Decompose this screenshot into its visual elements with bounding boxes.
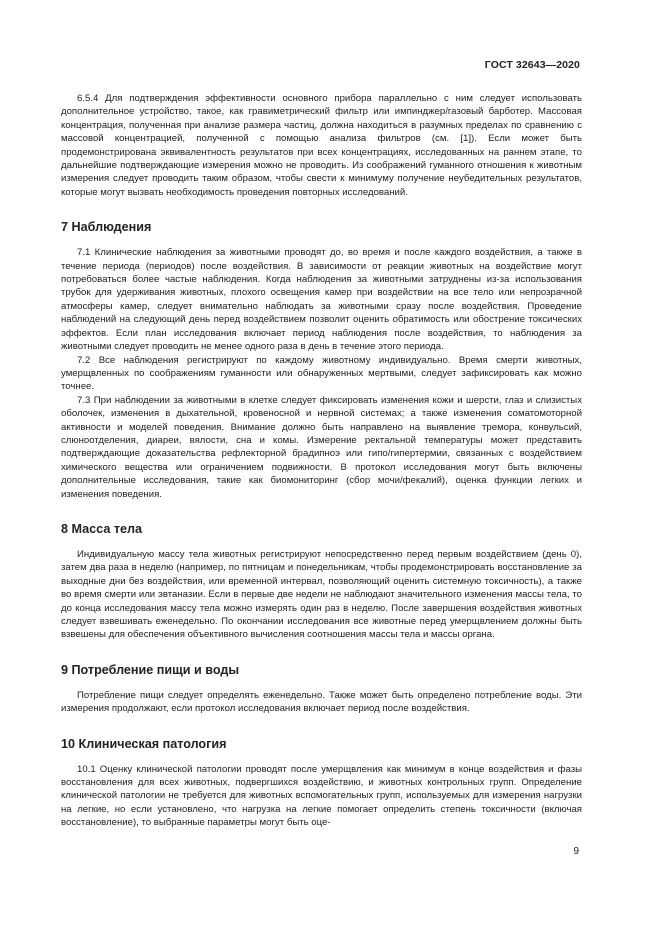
paragraph-9: Потребление пищи следует определять еженедельно. Также может быть определено потребление воды. Эти измерения продолжают, если протокол исследования включает период после воздействия.: [61, 689, 582, 715]
section-9-heading: 9 Потребление пищи и воды: [61, 662, 240, 677]
page-number: 9: [573, 846, 579, 857]
section-10-heading: 10 Клиническая патология: [61, 736, 227, 751]
paragraph-7-3: 7.3 При наблюдении за животными в клетке следует фиксировать изменения кожи и шерсти, глаз и слизистых оболочек, изменения в дыхательной, кровеносной и нервной системах; а также изменения соматомоторной активности и моделей поведения. Внимание должно быть направлено на выявление тремора, конвульсий, слюноотделения, диареи, вялости, сна и комы. Измерение ректальной температуры может представить подтверждающие доказательства рефлекторной брадипноэ или гипо/гипертермии, связанных с воздействием химического вещества или ограничением подвижности. В протокол исследования могут быть включены дополнительные исследования, такие как биомониторинг (сбор мочи/фекалий), оценка функции легких и изменения поведения.: [61, 394, 582, 500]
standard-number: ГОСТ 32643—2020: [484, 59, 580, 71]
paragraph-7-1: 7.1 Клинические наблюдения за животными проводят до, во время и после каждого воздействия, а также в течение периода (периодов) после воздействия. В зависимости от реакции животных на воздействие могут потребоваться более частые наблюдения. Когда наблюдения за животными затруднены из-за использования трубок для удерживания животных, плохого освещения камер при воздействии на все тело или непрозрачной атмосферы камер, следует внимательно наблюдать за животными сразу после воздействия. Проведение наблюдений на следующий день перед воздействием позволит оценить обратимость или обострение токсических эффектов. Если план исследования включает период наблюдения после воздействия, то наблюдения за животными следует проводить не менее одного раза в день в течение этого периода.: [61, 247, 582, 353]
paragraph-8: Индивидуальную массу тела животных регистрируют непосредственно перед первым воздействием (день 0), затем два раза в неделю (например, по пятницам и понедельникам, чтобы продемонстрировать восстановление за выходные дни без воздействия, или временной интервал, позволяющий оценить системную токсичность), а также во время смерти или эвтаназии. Если в первые две недели не наблюдают значительного изменения массы тела, то до конца исследования массу тела можно измерять один раз в неделю. После завершения воздействия животных следует взвешивать еженедельно. По окончании исследования все животные перед умерщвлением должны быть взвешены для обеспечения объективного вычисления соотношения массы тела и массы органа.: [61, 548, 582, 641]
paragraph-7-2: 7.2 Все наблюдения регистрируют по каждому животному индивидуально. Время смерти животных, умерщвленных по соображениям гуманности или обнаруженных мертвыми, следует зафиксировать как можно точнее.: [61, 354, 582, 393]
section-8-heading: 8 Масса тела: [61, 521, 142, 536]
section-7-heading: 7 Наблюдения: [61, 220, 152, 235]
paragraph-6-5-4: 6.5.4 Для подтверждения эффективности основного прибора параллельно с ним следует использовать дополнительное устройство, такое, как гравиметрический фильтр или импинджер/газовый барботер. Массовая концентрация, полученная при анализе размера частиц, должна находиться в разумных пределах по сравнению с массовой концентрацией, полученной с помощью анализа фильтров (см. [1]). Если может быть продемонстрирована эквивалентность результатов при всех концентрациях, исследованных на раннем этапе, то дальнейшие подтверждающие измерения можно не проводить. Из соображений гуманного отношения к животным измерения следует проводить таким образом, чтобы свести к минимуму получение неубедительных результатов, которые могут вызвать необходимость проведения повторных исследований.: [61, 93, 582, 198]
page-content: [61, 92, 582, 830]
paragraph-10-1: 10.1 Оценку клинической патологии проводят после умерщвления как минимум в конце воздействия и фазы восстановления для всех животных, подвергшихся воздействию, и животных контрольных групп. Определение клинической патологии не требуется для животных вспомогательных групп, используемых для измерения нагрузки на легкие, но если установлено, что нагрузка на легкие помогает определить степень токсичности (включая восстановление), то выбранные параметры могут быть оце-: [61, 763, 582, 829]
